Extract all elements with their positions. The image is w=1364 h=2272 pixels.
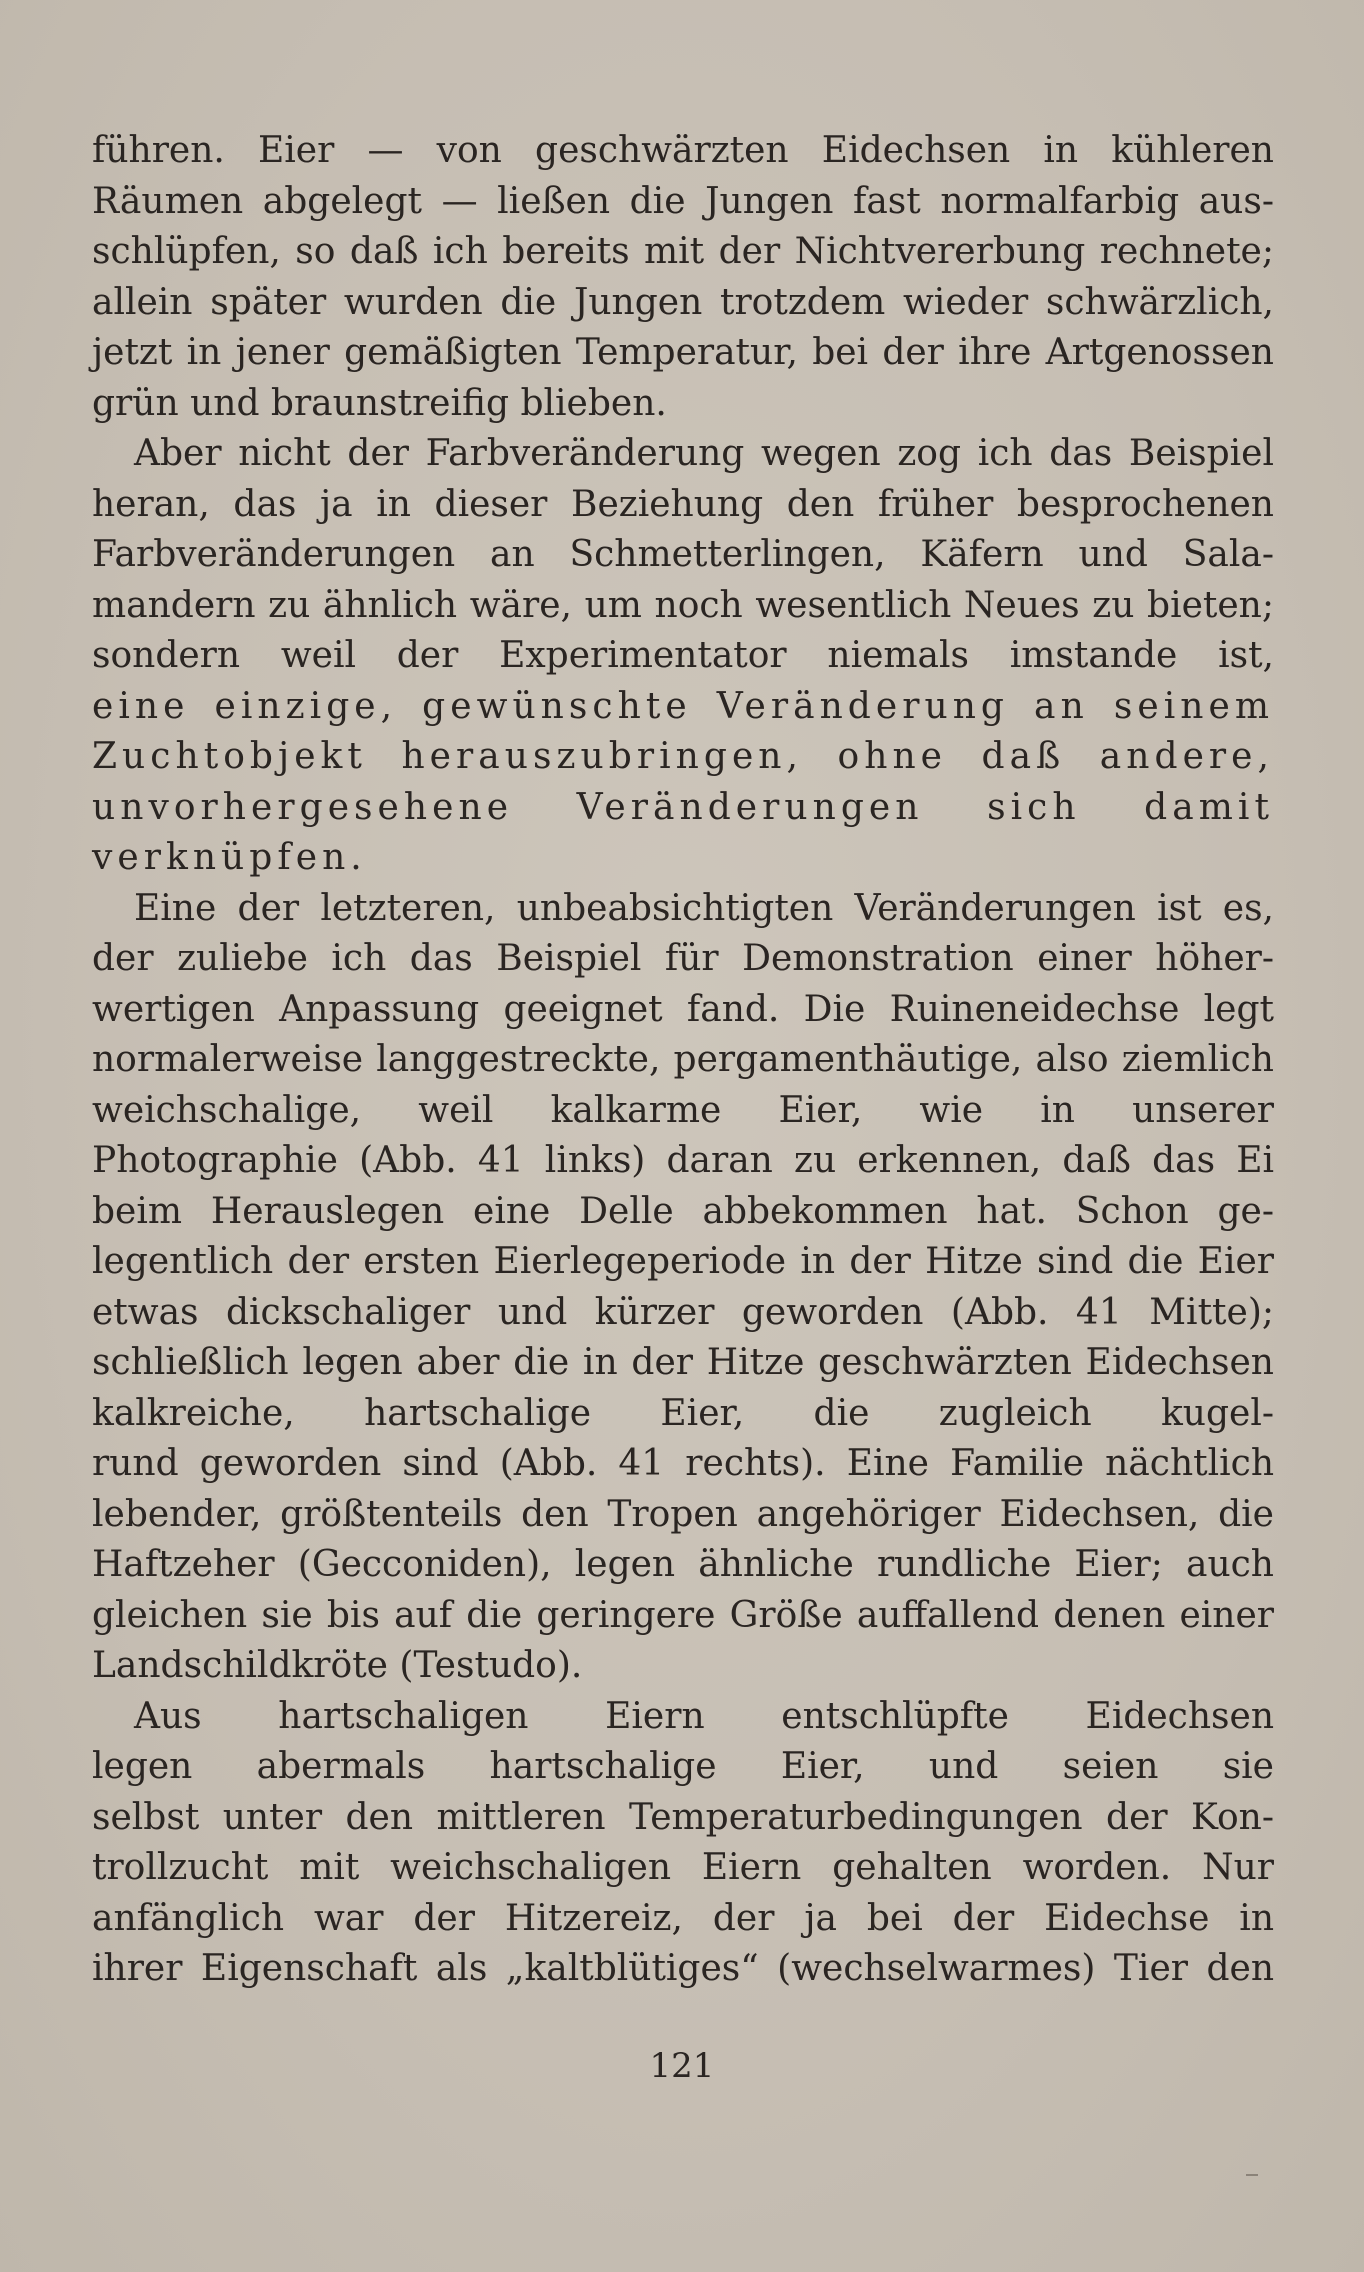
text-line: verknüpfen.	[92, 837, 367, 878]
text-line: schlüpfen, so daß ich bereits mit der Nichtvererbung rechnete;	[92, 231, 1274, 272]
text-line: sondern weil der Experimentator niemals imstande ist,	[92, 635, 1274, 676]
text-line: Zuchtobjekt herauszubringen, ohne daß andere,	[92, 736, 1274, 777]
text-line: legentlich der ersten Eierlegeperiode in der Hitze sind die Eier	[92, 1241, 1274, 1282]
text-line: mandern zu ähnlich wäre, um noch wesentlich Neues zu bieten;	[92, 584, 1274, 626]
body-text	[92, 126, 1274, 1995]
text-line: legen abermals hartschalige Eier, und seien sie	[92, 1746, 1274, 1787]
text-line: unvorhergesehene Veränderungen sich damit	[92, 786, 1274, 828]
text-line: wertigen Anpassung geeignet fand. Die Ruineneidechse legt	[92, 988, 1274, 1030]
text-line: Haftzeher (Gecconiden), legen ähnliche rundliche Eier; auch	[92, 1544, 1274, 1585]
text-line: Eine der letzteren, unbeabsichtigten Veränderungen ist es,	[134, 887, 1274, 929]
text-line: weichschalige, weil kalkarme Eier, wie in unserer	[92, 1089, 1274, 1131]
text-line: führen. Eier — von geschwärzten Eidechsen in kühleren	[92, 130, 1274, 171]
text-line: allein später wurden die Jungen trotzdem wieder schwärzlich,	[92, 281, 1274, 323]
text-line: eine einzige, gewünschte Veränderung an seinem	[92, 685, 1274, 727]
text-line: rund geworden sind (Abb. 41 rechts). Eine Familie nächtlich	[92, 1443, 1274, 1484]
text-line: gleichen sie bis auf die geringere Größe auffallend denen einer	[92, 1594, 1274, 1636]
paper-mark	[1246, 2174, 1258, 2176]
text-line: etwas dickschaliger und kürzer geworden (Abb. 41 Mitte);	[92, 1291, 1274, 1333]
text-line: schließlich legen aber die in der Hitze geschwärzten Eidechsen	[92, 1342, 1274, 1383]
text-line: Aus hartschaligen Eiern entschlüpfte Eidechsen	[134, 1695, 1274, 1737]
text-line: Räumen abgelegt — ließen die Jungen fast normalfarbig aus-	[92, 180, 1274, 222]
text-line: beim Herauslegen eine Delle abbekommen hat. Schon ge-	[92, 1190, 1274, 1232]
text-line: anfänglich war der Hitzereiz, der ja bei der Eidechse in	[92, 1897, 1274, 1939]
text-line: jetzt in jener gemäßigten Temperatur, bei der ihre Artgenossen	[92, 332, 1274, 373]
page-number: 121	[649, 2046, 715, 2086]
text-line: heran, das ja in dieser Beziehung den früher besprochenen	[92, 483, 1274, 525]
text-line: der zuliebe ich das Beispiel für Demonstration einer höher-	[92, 938, 1274, 979]
text-line: trollzucht mit weichschaligen Eiern gehalten worden. Nur	[92, 1847, 1274, 1888]
text-line: Landschildkröte (Testudo).	[92, 1645, 583, 1686]
text-line: Photographie (Abb. 41 links) daran zu erkennen, daß das Ei	[92, 1140, 1274, 1181]
text-line: ihrer Eigenschaft als „kaltblütiges“ (wechselwarmes) Tier den	[92, 1948, 1274, 1989]
text-line: selbst unter den mittleren Temperaturbedingungen der Kon-	[92, 1796, 1274, 1838]
text-line: kalkreiche, hartschalige Eier, die zugleich kugel-	[92, 1392, 1274, 1434]
text-line: Farbveränderungen an Schmetterlingen, Käfern und Sala-	[92, 534, 1274, 575]
text-line: lebender, größtenteils den Tropen angehöriger Eidechsen, die	[92, 1493, 1274, 1535]
text-line: grün und braunstreifig blieben.	[92, 382, 667, 424]
text-line: Aber nicht der Farbveränderung wegen zog ich das Beispiel	[134, 433, 1274, 474]
text-line: normalerweise langgestreckte, pergamenthäutige, also ziemlich	[92, 1039, 1274, 1080]
